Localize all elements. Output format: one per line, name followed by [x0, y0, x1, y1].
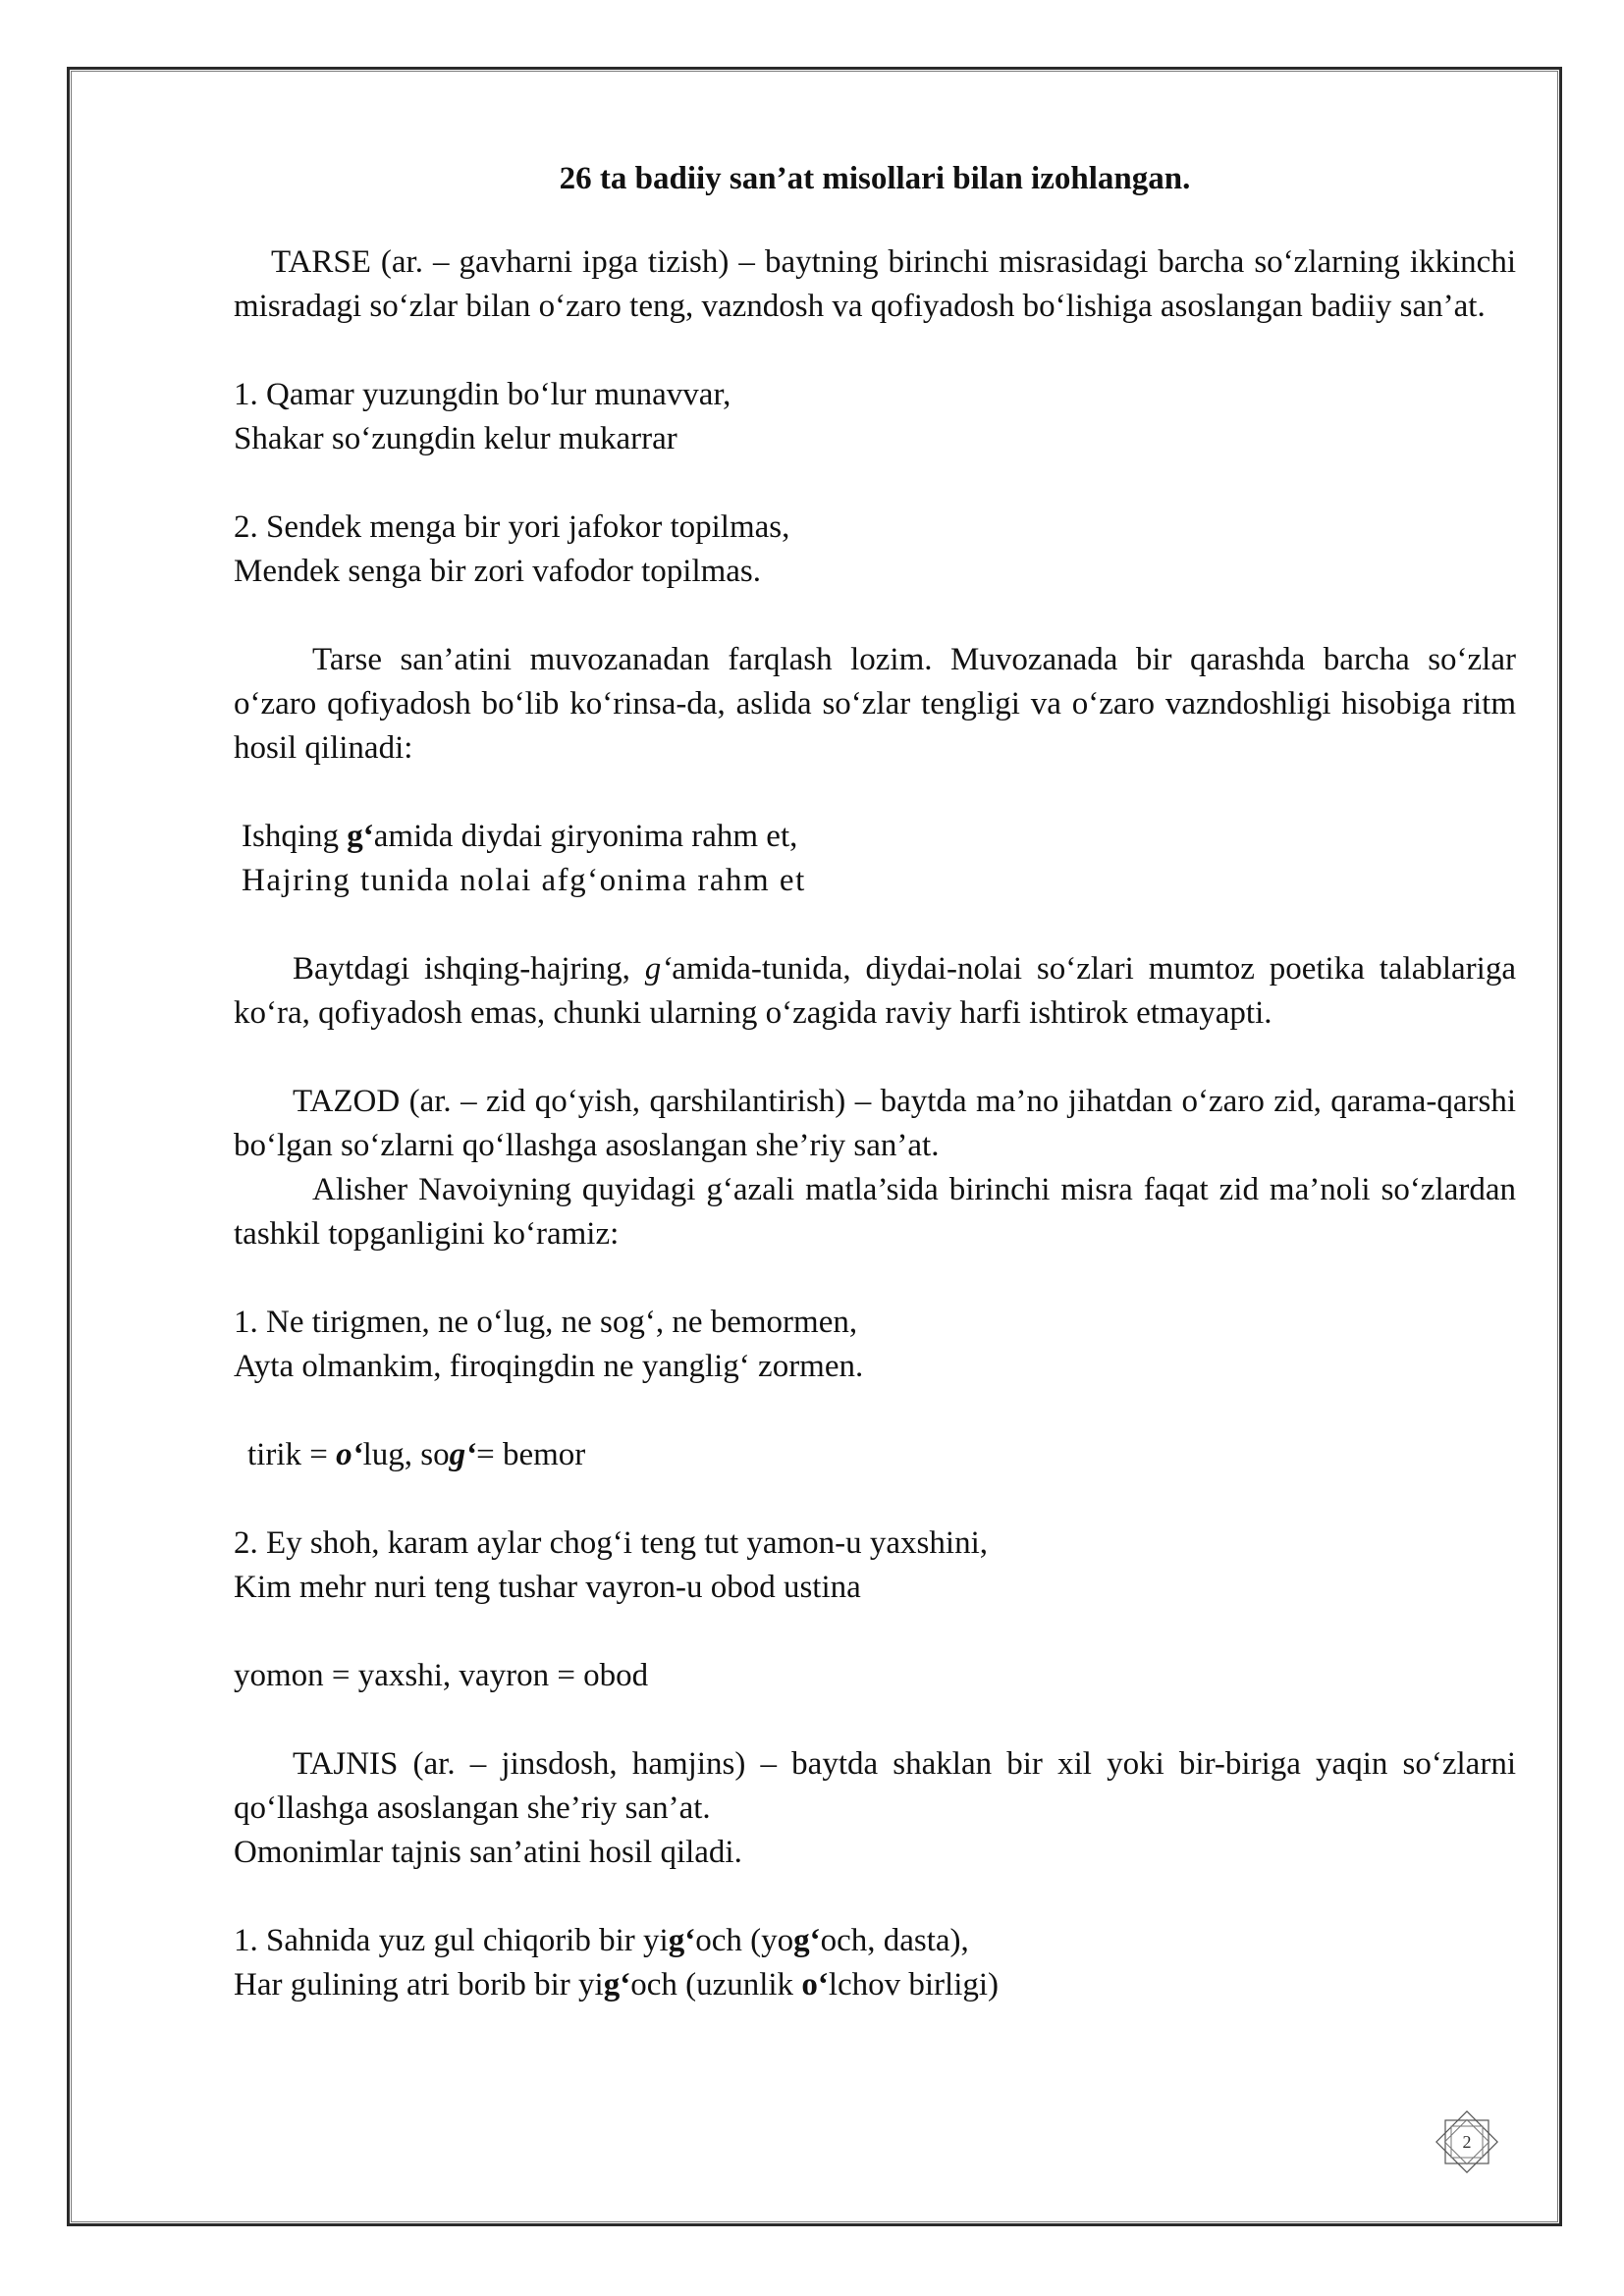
page-number-badge	[1428, 2103, 1506, 2181]
tazod-pairs-2: yomon = yaxshi, vayron = obod	[234, 1658, 649, 1693]
page-title: 26 ta badiiy san’at misollari bilan izohlangan.	[559, 161, 1191, 196]
tazod-example-2-line-2: Kim mehr nuri teng tushar vayron-u obod ustina	[234, 1570, 861, 1605]
tazod-example-1-line-1: 1. Ne tirigmen, ne o‘lug, ne sog‘, ne bemormen,	[234, 1305, 858, 1340]
tajnis-example-1-line-2: Har gulining atri borib bir yig‘och (uzunlik o‘lchov birligi)	[234, 1967, 1000, 2002]
tajnis-definition: TAJNIS (ar. – jinsdosh, hamjins) – baytda shaklan bir xil yoki bir-biriga yaqin so‘zlarni qo‘llashga asoslangan she’riy san’at.	[234, 1746, 1516, 1826]
document-body	[234, 147, 1516, 2007]
muvozana-verse-line-1: Ishqing g‘amida diydai giryonima rahm et,	[242, 819, 798, 854]
tazod-example-1-line-2: Ayta olmankim, firoqingdin ne yanglig‘ zormen.	[234, 1349, 864, 1384]
tajnis-note: Omonimlar tajnis san’atini hosil qiladi.	[234, 1835, 742, 1870]
tajnis-example-1-line-1: 1. Sahnida yuz gul chiqorib bir yig‘och (yog‘och, dasta),	[234, 1923, 969, 1958]
tazod-example-2-line-1: 2. Ey shoh, karam aylar chog‘i teng tut yamon-u yaxshini,	[234, 1525, 988, 1561]
tarse-example-2-line-1: 2. Sendek menga bir yori jafokor topilmas,	[234, 509, 790, 545]
muvozana-paragraph: Tarse san’atini muvozanadan farqlash lozim. Muvozanada bir qarashda barcha so‘zlar o‘zaro qofiyadosh bo‘lib ko‘rinsa-da, aslida so‘zlar tengligi va o‘zaro vazndoshligi hisobiga ritm hosil qilinadi:	[234, 642, 1516, 766]
tarse-example-1-line-2: Shakar so‘zungdin kelur mukarrar	[234, 421, 677, 456]
tarse-example-1-line-1: 1. Qamar yuzungdin bo‘lur munavvar,	[234, 377, 731, 412]
page-number: 2	[1462, 2132, 1472, 2152]
tazod-pairs-1: tirik = o‘lug, sog‘= bemor	[247, 1437, 586, 1472]
tarse-definition: TARSE (ar. – gavharni ipga tizish) – baytning birinchi misrasidagi barcha so‘zlarning ikkinchi misradagi so‘zlar bilan o‘zaro teng, vazndosh va qofiyadosh bo‘lishiga asoslangan badiiy san’at.	[234, 244, 1516, 324]
muvozana-verse-line-2: Hajring tunida nolai afg‘onima rahm et	[242, 863, 806, 898]
tarse-example-2-line-2: Mendek senga bir zori vafodor topilmas.	[234, 554, 762, 589]
tazod-intro: Alisher Navoiyning quyidagi g‘azali matla’sida birinchi misra faqat zid ma’noli so‘zlardan tashkil topganligini ko‘ramiz:	[234, 1172, 1516, 1252]
muvozana-explanation: Baytdagi ishqing-hajring, g‘amida-tunida, diydai-nolai so‘zlari mumtoz poetika talablariga ko‘ra, qofiyadosh emas, chunki ularning o‘zagida raviy harfi ishtirok etmayapti.	[234, 951, 1516, 1031]
tazod-definition: TAZOD (ar. – zid qo‘yish, qarshilantirish) – baytda ma’no jihatdan o‘zaro zid, qarama-qarshi bo‘lgan so‘zlarni qo‘llashga asoslangan she’riy san’at.	[234, 1084, 1516, 1163]
